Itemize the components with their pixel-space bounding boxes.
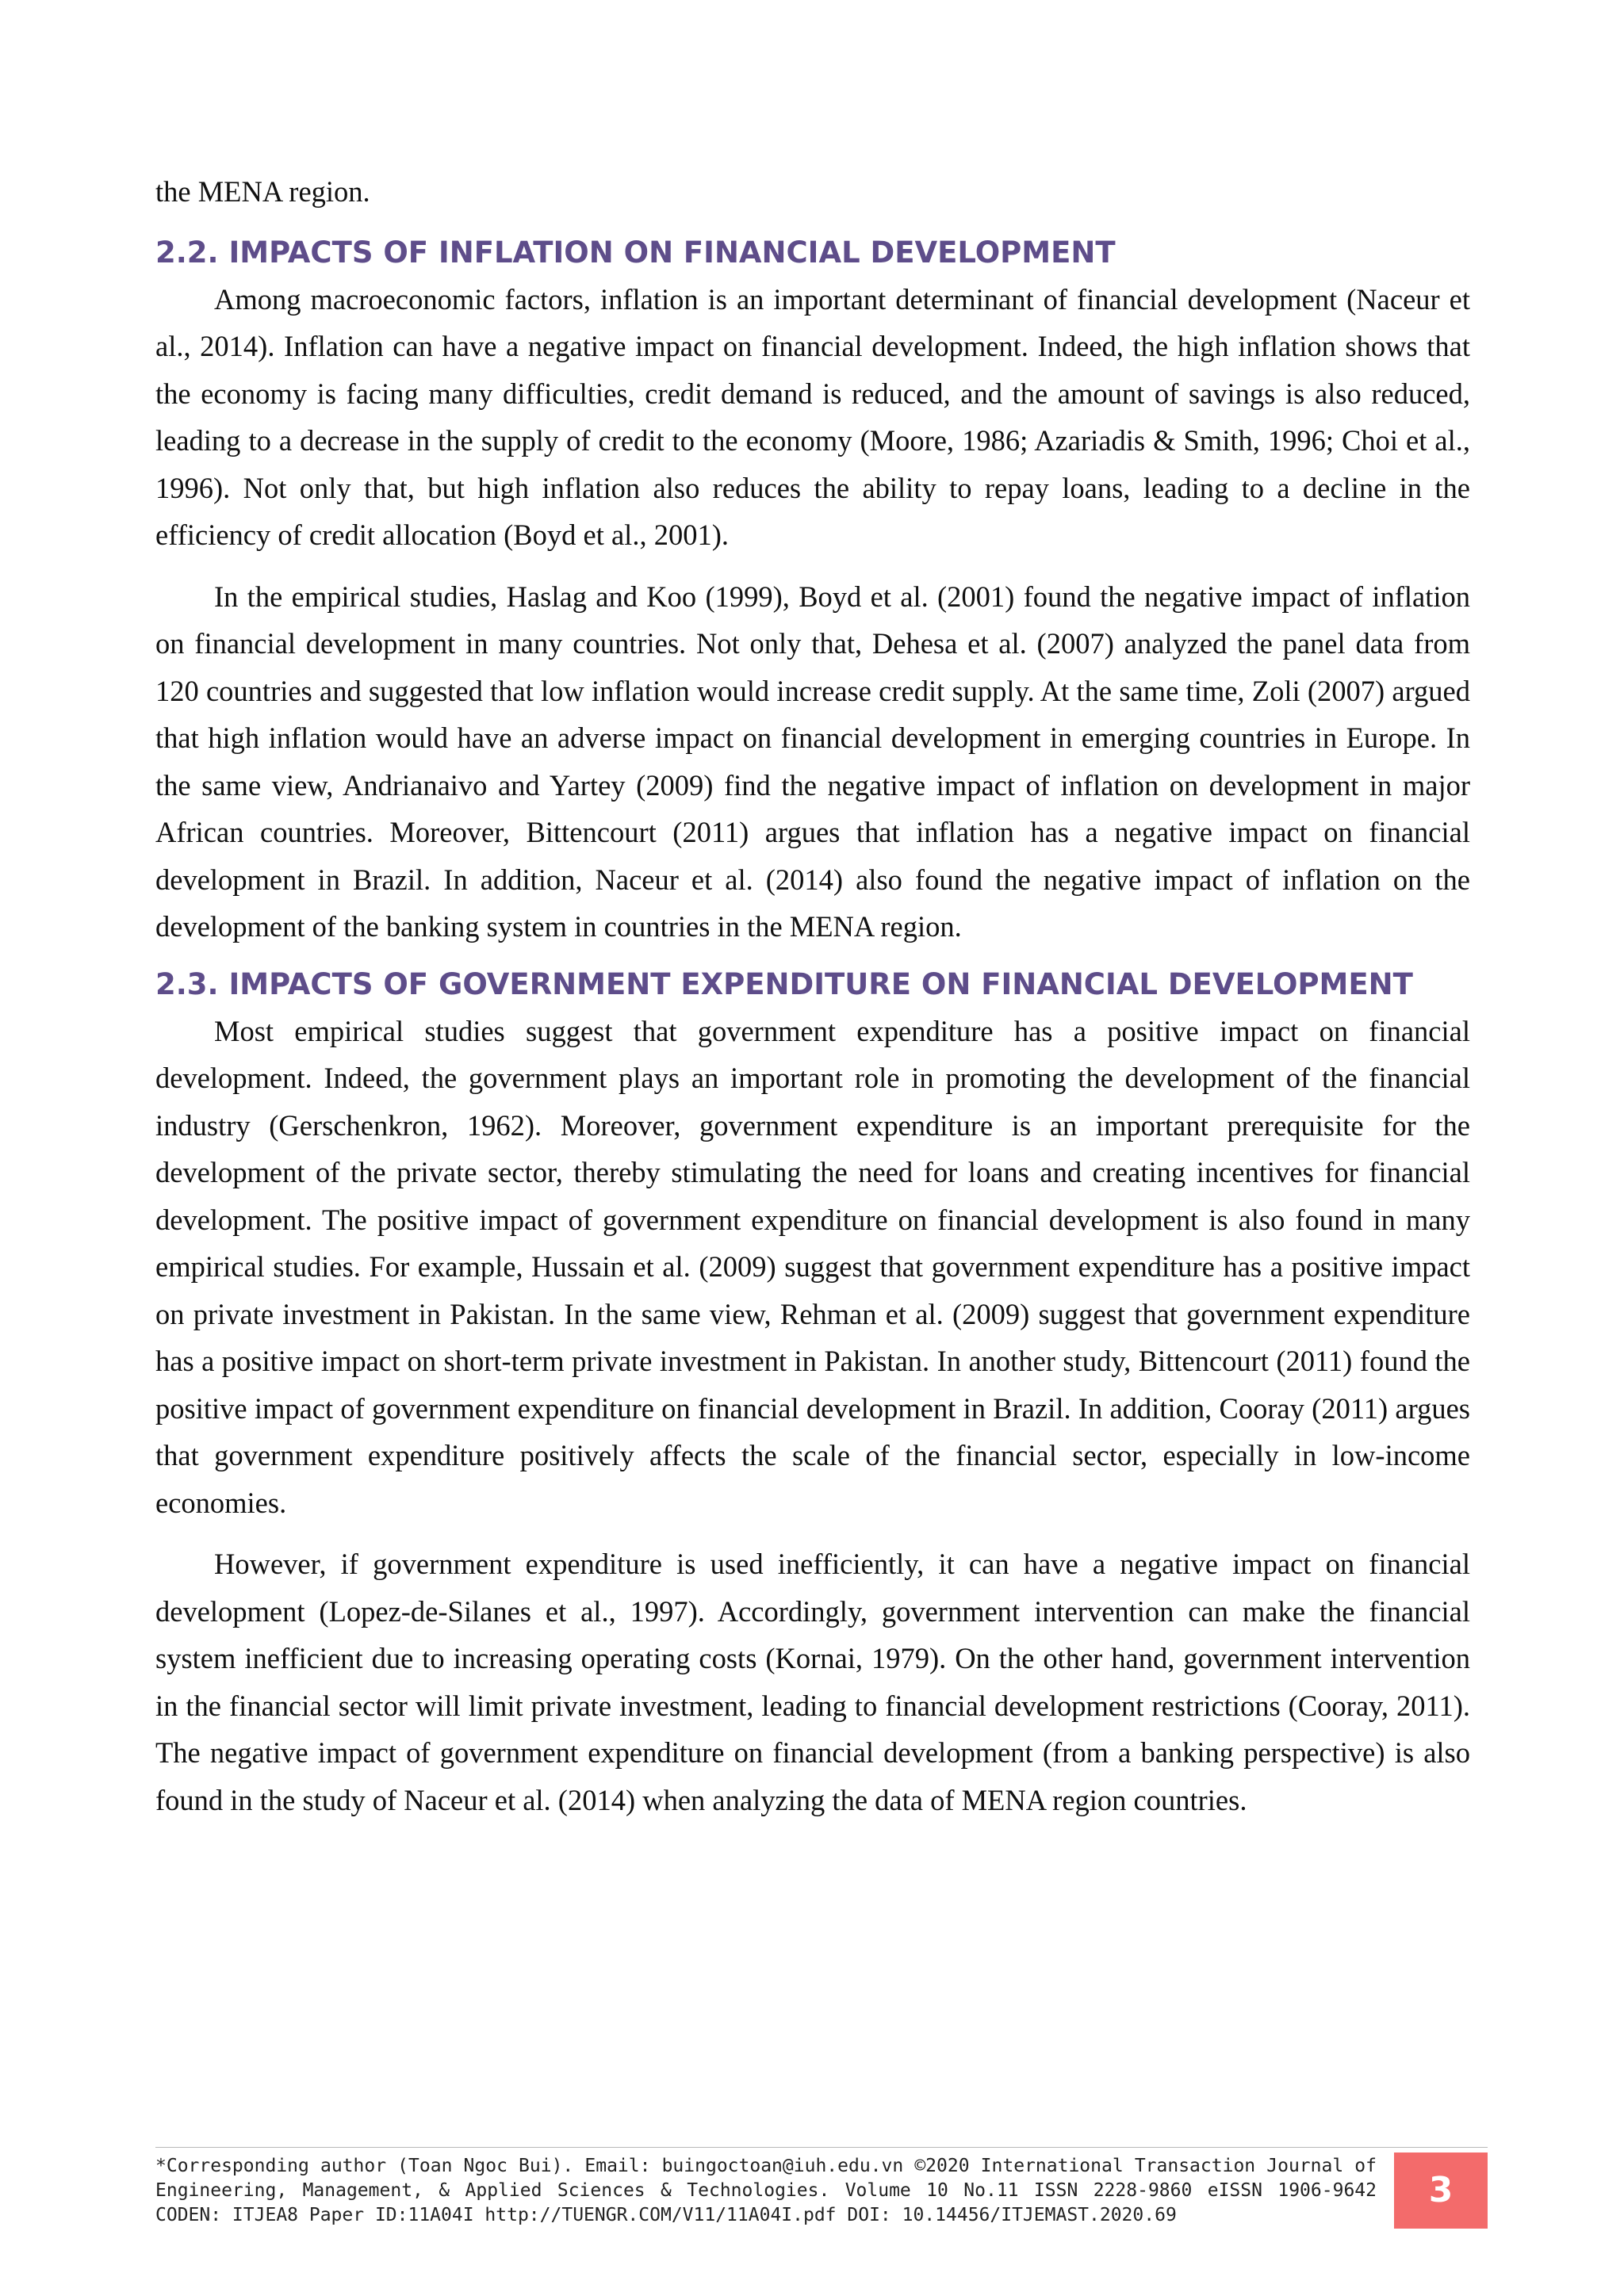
page-footer [155,2147,1488,2241]
section-heading-inflation: 2.2. IMPACTS OF INFLATION ON FINANCIAL DEVELOPMENT [155,235,1116,270]
intro-line: the MENA region. [155,175,370,208]
footer-citation: *Corresponding author (Toan Ngoc Bui). Email: buingoctoan@iuh.edu.vn ©2020 International Transaction Journal of Engineering, Management, & Applied Sciences & Technologies. Volume 10 No.11 ISSN 2228-9860 eISSN 1906-9642 CODEN: ITJEA8 Paper ID:11A04I http://TUENGR.COM/V11/11A04I.pdf DOI: 10.14456/ITJEMAST.2020.69 [155,2156,1377,2225]
paragraph: Most empirical studies suggest that government expenditure has a positive impact on financial development. Indeed, the government plays an important role in promoting the development of the financial industry (Gerschenkron, 1962). Moreover, government expenditure is an important prerequisite for the development of the private sector, thereby stimulating the need for loans and creating incentives for financial development. The positive impact of government expenditure on financial development is also found in many empirical studies. For example, Hussain et al. (2009) suggest that government expenditure has a positive impact on private investment in Pakistan. In the same view, Rehman et al. (2009) suggest that government expenditure has a positive impact on short-term private investment in Pakistan. In another study, Bittencourt (2011) found the positive impact of government expenditure on financial development in Brazil. In addition, Cooray (2011) argues that government expenditure positively affects the scale of the financial sector, especially in low-income economies. [155,1014,1470,1519]
section-heading-government-expenditure: 2.3. IMPACTS OF GOVERNMENT EXPENDITURE ON FINANCIAL DEVELOPMENT [155,966,1413,1001]
page-number-badge: 3 [1394,2152,1488,2229]
section-inflation [155,233,1470,951]
paragraph: In the empirical studies, Haslag and Koo (1999), Boyd et al. (2001) found the negative impact of inflation on financial development in many countries. Not only that, Dehesa et al. (2007) analyzed the panel data from 120 countries and suggested that low inflation would increase credit supply. At the same time, Zoli (2007) argued that high inflation would have an adverse impact on financial development in emerging countries in Europe. In the same view, Andrianaivo and Yartey (2009) find the negative impact of inflation on development in major African countries. Moreover, Bittencourt (2011) argues that inflation has a negative impact on financial development in Brazil. In addition, Naceur et al. (2014) also found the negative impact of inflation on the development of the banking system in countries in the MENA region. [155,580,1470,943]
paragraph: However, if government expenditure is used inefficiently, it can have a negative impact on financial development (Lopez-de-Silanes et al., 1997). Accordingly, government intervention can make the financial system inefficient due to increasing operating costs (Kornai, 1979). On the other hand, government intervention in the financial sector will limit private investment, leading to financial development restrictions (Cooray, 2011). The negative impact of government expenditure on financial development (from a banking perspective) is also found in the study of Naceur et al. (2014) when analyzing the data of MENA region countries. [155,1548,1470,1816]
section-government-expenditure [155,965,1470,1824]
paragraph: Among macroeconomic factors, inflation is an important determinant of financial development (Naceur et al., 2014). Inflation can have a negative impact on financial development. Indeed, the high inflation shows that the economy is facing many difficulties, credit demand is reduced, and the amount of savings is also reduced, leading to a decrease in the supply of credit to the economy (Moore, 1986; Azariadis & Smith, 1996; Choi et al., 1996). Not only that, but high inflation also reduces the ability to repay loans, leading to a decline in the efficiency of credit allocation (Boyd et al., 2001). [155,282,1470,551]
page-body [155,168,1470,1823]
